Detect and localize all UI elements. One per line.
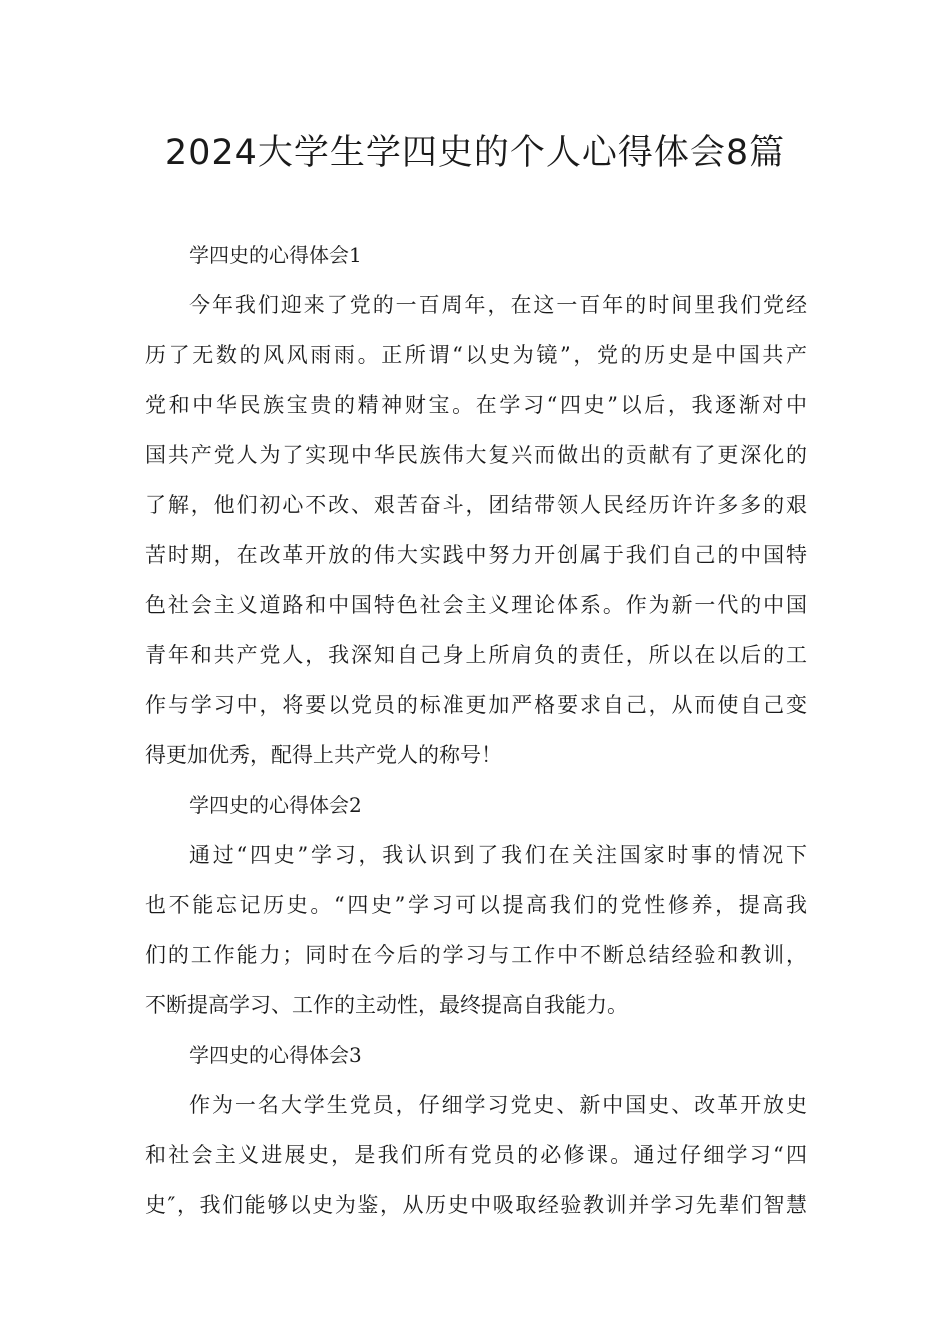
paragraph-line: 史″，我们能够以史为鉴，从历史中吸取经验教训并学习先辈们智慧 bbox=[145, 1193, 807, 1217]
paragraph-line: 今年我们迎来了党的一百周年，在这一百年的时间里我们党经 bbox=[189, 293, 807, 317]
section-heading: 学四史的心得体会1 bbox=[189, 243, 362, 267]
section-heading: 学四史的心得体会2 bbox=[189, 793, 362, 817]
paragraph bbox=[145, 830, 807, 1030]
paragraph bbox=[145, 1080, 807, 1230]
paragraph-line: 得更加优秀，配得上共产党人的称号！ bbox=[145, 743, 502, 767]
paragraph-line: 们的工作能力；同时在今后的学习与工作中不断总结经验和教训， bbox=[145, 943, 807, 967]
paragraph-line: 青年和共产党人，我深知自己身上所肩负的责任，所以在以后的工 bbox=[145, 643, 807, 667]
section-1 bbox=[145, 230, 807, 780]
section-3 bbox=[145, 1030, 807, 1230]
paragraph-line: 党和中华民族宝贵的精神财宝。在学习“四史”以后，我逐渐对中 bbox=[145, 393, 807, 417]
paragraph-line: 苦时期，在改革开放的伟大实践中努力开创属于我们自己的中国特 bbox=[145, 543, 807, 567]
paragraph-line: 不断提高学习、工作的主动性，最终提高自我能力。 bbox=[145, 993, 628, 1017]
document-body bbox=[145, 230, 807, 1230]
section-heading: 学四史的心得体会3 bbox=[189, 1043, 362, 1067]
paragraph-line: 也不能忘记历史。“四史”学习可以提高我们的党性修养，提高我 bbox=[145, 893, 807, 917]
paragraph-line: 国共产党人为了实现中华民族伟大复兴而做出的贡献有了更深化的 bbox=[145, 443, 807, 467]
section-2 bbox=[145, 780, 807, 1030]
paragraph-line: 作为一名大学生党员，仔细学习党史、新中国史、改革开放史 bbox=[189, 1093, 807, 1117]
paragraph bbox=[145, 280, 807, 780]
paragraph-line: 色社会主义道路和中国特色社会主义理论体系。作为新一代的中国 bbox=[145, 593, 807, 617]
paragraph-line: 通过“四史”学习，我认识到了我们在关注国家时事的情况下 bbox=[189, 843, 807, 867]
paragraph-line: 了解，他们初心不改、艰苦奋斗，团结带领人民经历许许多多的艰 bbox=[145, 493, 807, 517]
document-title: 2024大学生学四史的个人心得体会8篇 bbox=[164, 133, 786, 173]
paragraph-line: 作与学习中，将要以党员的标准更加严格要求自己，从而使自己变 bbox=[145, 693, 807, 717]
paragraph-line: 和社会主义进展史，是我们所有党员的必修课。通过仔细学习“四 bbox=[145, 1143, 807, 1167]
paragraph-line: 历了无数的风风雨雨。正所谓“以史为镜”，党的历史是中国共产 bbox=[145, 343, 807, 367]
